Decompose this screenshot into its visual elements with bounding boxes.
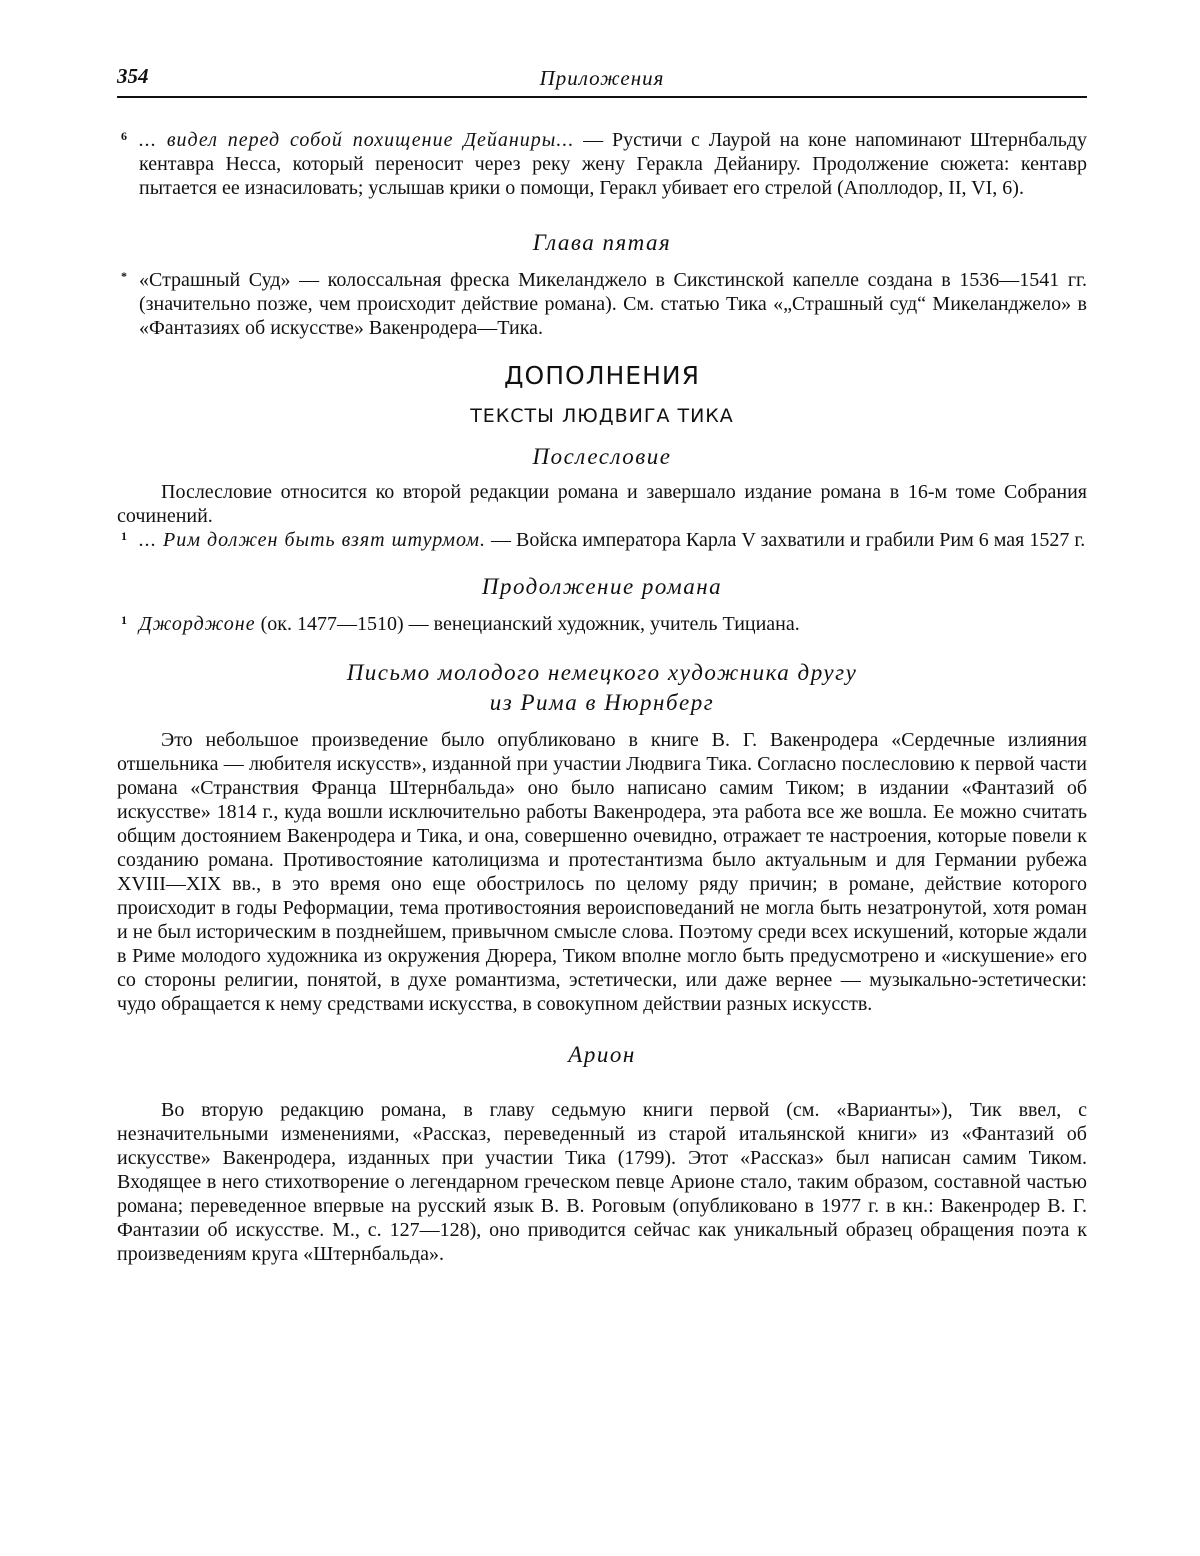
page-number: 354: [117, 64, 149, 88]
footnote-6: [117, 128, 1087, 200]
running-head: Приложения: [539, 66, 665, 90]
footnote-quote: ... Рим должен быть взят штурмом.: [139, 529, 486, 551]
footnote-quote: ... видел перед собой похищение Дейаниры...: [139, 129, 575, 151]
footnote-text: — Войска императора Карла V захватили и грабили Рим 6 мая 1527 г.: [486, 529, 1086, 551]
footnote-marker: 1: [121, 613, 127, 627]
footnote-text: (ок. 1477—1510) — венецианский художник, учитель Тициана.: [255, 613, 800, 635]
arion-heading: Арион: [568, 1042, 636, 1067]
letter-paragraph: Это небольшое произведение было опубликовано в книге В. Г. Вакенродера «Сердечные излияния отшельника — любителя искусств», изданной при участии Людвига Тика. Согласно послесловию к первой части романа «Странствия Франца Штернбальда» оно было написано самим Тиком; в издании «Фантазий об искусстве» 1814 г., куда вошли исключительно работы Вакенродера, эта работа все же вошла. Ее можно считать общим достоянием Вакенродера и Тика, и она, совершенно очевидно, отражает те настроения, которые повели к созданию романа. Противостояние католицизма и протестантизма было актуальным и для Германии рубежа XVIII—XIX вв., в это время оно еще обострилось по целому ряду причин; в романе, действие которого происходит в годы Реформации, тема противостояния вероисповеданий не могла быть незатронутой, хотя роман и не был историческим в позднейшем, привычном смысле слова. Поэтому среди всех искушений, которые ждали в Риме молодого художника из окружения Дюрера, Тиком вполне могло быть предусмотрено и «искушение» его со стороны религии, понятой, в духе романтизма, эстетически, или даже вернее — музыкально-эстетически: чудо обращается к нему средствами искусства, в совокупном действии разных искусств.: [117, 729, 1087, 1015]
section-subtitle: ТЕКСТЫ ЛЮДВИГА ТИКА: [470, 405, 734, 427]
letter-heading: [117, 658, 1087, 718]
arion-paragraph: Во вторую редакцию романа, в главу седьмую книги первой (см. «Варианты»), Тик ввел, с незначительными изменениями, «Рассказ, переведенный из старой итальянской книги» из «Фантазий об искусстве» Вакенродера, изданных при участии Тика (1799). Этот «Рассказ» был написан самим Тиком. Входящее в него стихотворение о легендарном греческом певце Арионе стало, таким образом, составной частью романа; переведенное впервые на русский язык В. В. Роговым (опубликовано в 1977 г. в кн.: Вакенродер В. Г. Фантазии об искусстве. М., с. 127—128), оно приводится сейчас как уникальный образец обращения поэта к произведениям круга «Штернбальда».: [117, 1099, 1087, 1265]
page-header: [117, 62, 1087, 98]
footnote-text: «Страшный Суд» — колоссальная фреска Микеланджело в Сикстинской капелле создана в 1536—1541 гг. (значительно позже, чем происходит действие романа). См. статью Тика «„Страшный суд“ Микеланджело» в «Фантазиях об искусстве» Вакенродера—Тика.: [139, 269, 1087, 339]
afterword-heading: Послесловие: [532, 444, 672, 469]
chapter-heading: Глава пятая: [532, 230, 672, 255]
footnote-text: — Рустичи с Лаурой на коне напоминают Штернбальду кентавра Несса, который переносит через реку жену Геракла Дейаниру. Продолжение сюжета: кентавр пытается ее изнасиловать; услышав крики о помощи, Геракл убивает его стрелой (Аполлодор, II, VI, 6).: [139, 129, 1087, 199]
footnote-marker: 6: [121, 129, 127, 143]
footnote-marker: 1: [121, 529, 127, 543]
continuation-heading: Продолжение романа: [481, 574, 723, 599]
page-content: [117, 128, 1087, 1266]
footnote-quote: Джорджоне: [139, 613, 256, 635]
footnote-giorgione: [117, 612, 1087, 636]
afterword-intro: Послесловие относится ко второй редакции романа и завершало издание романа в 16-м томе Собрания сочинений.: [117, 481, 1087, 527]
footnote-last-judgment: [117, 268, 1087, 340]
letter-heading-line-1: Письмо молодого немецкого художника другу: [346, 660, 858, 685]
section-title: ДОПОЛНЕНИЯ: [504, 361, 700, 390]
letter-heading-line-2: из Рима в Нюрнберг: [489, 690, 715, 715]
footnote-rome: [117, 528, 1087, 552]
footnote-marker: *: [121, 269, 127, 283]
